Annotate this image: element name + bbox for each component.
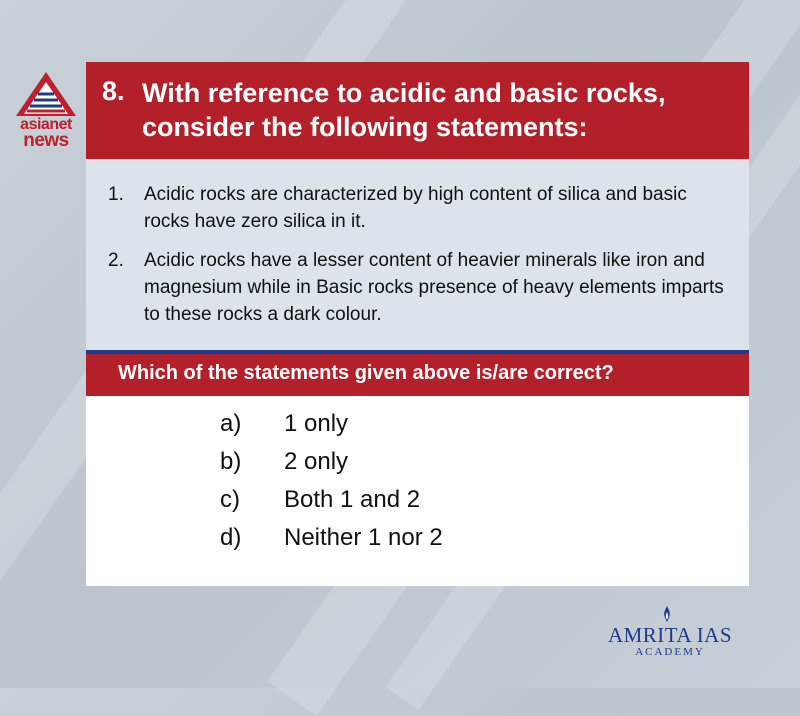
brand-name-line1: asianet — [20, 116, 72, 133]
statement-number: 2. — [108, 250, 124, 271]
pyramid-stripes-icon — [14, 70, 78, 118]
question-number: 8. — [102, 76, 125, 106]
amrita-ias-logo — [590, 606, 750, 666]
question-card — [86, 62, 749, 586]
statement-text: Acidic rocks are characterized by high content of silica and basic rocks have zero silica in it. — [144, 184, 687, 232]
brand-name-line2: news — [23, 130, 69, 151]
option-label: a) — [220, 410, 242, 437]
prompt-bar — [86, 354, 749, 396]
statement-number: 1. — [108, 184, 124, 205]
academy-subtitle: ACADEMY — [635, 646, 705, 658]
academy-name: AMRITA IAS — [607, 623, 733, 647]
option-text: 1 only — [284, 410, 349, 437]
question-text: With reference to acidic and basic rocks, consider the following statements: — [142, 78, 666, 142]
option-text: Both 1 and 2 — [284, 486, 421, 513]
asianet-news-logo — [14, 70, 78, 160]
flame-icon — [660, 606, 674, 622]
question-header — [86, 62, 749, 159]
statements-panel — [86, 159, 749, 350]
option-label: b) — [220, 448, 242, 475]
option-label: d) — [220, 524, 242, 551]
statement-text: Acidic rocks have a lesser content of heavier minerals like iron and magnesium while in Basic rocks presence of heavy elements imparts to these rocks a dark colour. — [144, 250, 724, 325]
option-text: Neither 1 nor 2 — [284, 524, 443, 551]
option-text: 2 only — [284, 448, 349, 475]
option-label: c) — [220, 486, 240, 513]
prompt-text: Which of the statements given above is/are correct? — [118, 362, 614, 384]
